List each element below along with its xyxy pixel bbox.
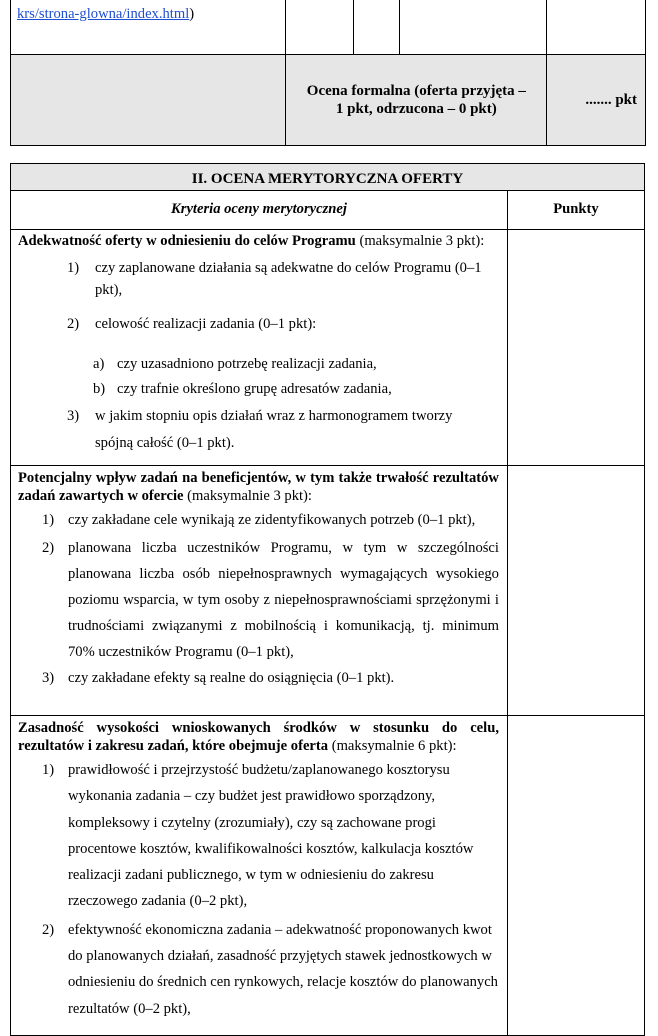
krs-link[interactable]: krs/strona-glowna/index.html [17,6,190,22]
formal-table [10,0,646,146]
formal-label: Ocena formalna (oferta przyjęta – 1 pkt, odrzucona – 0 pkt) [286,55,547,146]
list-item: 1) czy zaplanowane działania są adekwatne do celów Programu (0–1 pkt), [67,259,482,298]
link-cell [11,0,286,55]
criterion-3 [11,716,508,1036]
criteria-header: Kryteria oceny merytorycznej [11,191,508,230]
link-suffix: ) [189,6,195,22]
empty-cell [353,0,399,55]
points-cell[interactable] [507,466,644,716]
list-item: 3) czy zakładane efekty są realne do osiągnięcia (0–1 pkt). [42,670,395,686]
empty-cell [286,0,353,55]
gray-cell [11,55,286,146]
points-cell[interactable] [507,230,644,466]
section-title: II. OCENA MERYTORYCZNA OFERTY [11,164,645,191]
list-item: 1) czy zakładane cele wynikają ze zidentyfikowanych potrzeb (0–1 pkt), [42,512,476,528]
empty-cell [547,0,646,55]
empty-cell [399,0,547,55]
list-item: 3) w jakim stopniu opis działań wraz z harmonogramem tworzy spójną całość (0–1 pkt). [67,407,453,451]
points-cell[interactable] [507,716,644,1036]
list-item: a) czy uzasadniono potrzebę realizacji zadania, [93,355,377,372]
formal-score: ....... pkt [547,55,646,146]
list-item: 2) planowana liczba uczestników Programu, w tym w szczególności planowana liczba osób niepełnosprawnych wymagających wysokiego poziomu wsparcia, w tym osoby z niepełnosprawnościami sprzężonymi i trudnościami związanymi z mobilnością i komunikacją, tj. minimum 70% uczestników Programu (0–1 pkt), [42,540,499,660]
criterion-1-title: Adekwatność oferty w odniesieniu do celów Programu (maksymalnie 3 pkt): [18,233,485,249]
criterion-2-title: Potencjalny wpływ zadań na beneficjentów, w tym także trwałość rezultatów zadań zawartych w ofercie (maksymalnie 3 pkt): [18,470,499,504]
criterion-3-title: Zasadność wysokości wnioskowanych środków w stosunku do celu, rezultatów i zakresu zadań, które obejmuje oferta (maksymalnie 6 pkt): [18,720,499,754]
points-header: Punkty [507,191,644,230]
merit-table [10,163,645,1036]
list-item: 1) prawidłowość i przejrzystość budżetu/zaplanowanego kosztorysu wykonania zadania – czy budżet jest prawidłowo sporządzony, kompleksowy i czytelny (zrozumiały), czy są zachowane progi procentowe kosztów, kwalifikowalności kosztów, kalkulacja kosztów realizacji zadani publicznego, w tym w odniesieniu do zakresu rzeczowego zadania (0–2 pkt), [42,762,474,910]
list-item: b) czy trafnie określono grupę adresatów zadania, [93,380,392,397]
list-item: 2) efektywność ekonomiczna zadania – adekwatność proponowanych kwot do planowanych działań, zasadność przyjętych stawek jednostkowych w odniesieniu do średnich cen rynkowych, relacje kosztów do planowanych rezultatów (0–2 pkt), [42,921,498,1017]
criterion-1 [11,230,508,466]
list-item: 2) celowość realizacji zadania (0–1 pkt): [67,315,317,332]
criterion-2 [11,466,508,716]
